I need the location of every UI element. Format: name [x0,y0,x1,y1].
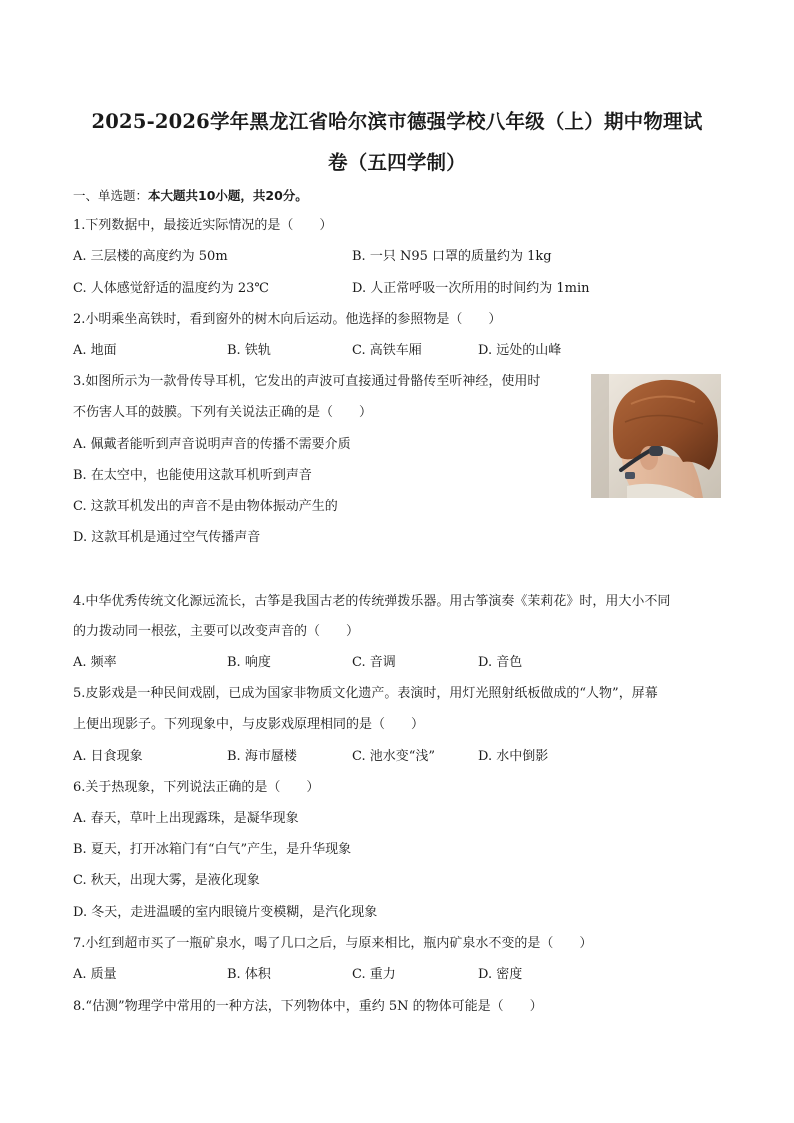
question-4-option-a: A. 频率 [73,655,117,670]
question-7-option-b: B. 体积 [227,967,271,982]
question-1-option-c: C. 人体感觉舒适的温度约为 23℃ [73,281,269,296]
question-2-option-c: C. 高铁车厢 [352,343,422,358]
question-7-option-d: D. 密度 [478,967,523,982]
section-prefix: 一、单选题： [73,188,149,203]
question-4-option-d: D. 音色 [478,655,523,670]
bone-conduction-headphone-photo [591,374,721,498]
question-3-stem-line-2: 不伤害人耳的鼓膜。下列有关说法正确的是（ ） [73,405,373,420]
question-6-option-c: C. 秋天，出现大雾，是液化现象 [73,873,260,888]
question-3-option-b: B. 在太空中，也能使用这款耳机听到声音 [73,468,312,483]
question-8-stem: 8.“估测”物理学中常用的一种方法，下列物体中，重约 5N 的物体可能是（ ） [73,999,543,1014]
question-1-option-d: D. 人正常呼吸一次所用的时间约为 1min [352,281,590,296]
question-1-option-a: A. 三层楼的高度约为 50m [73,249,228,264]
question-4-stem-line-2: 的力拨动同一根弦，主要可以改变声音的（ ） [73,624,360,639]
question-4-option-c: C. 音调 [352,655,396,670]
question-7-option-a: A. 质量 [73,967,117,982]
question-3-stem-line-1: 3.如图所示为一款骨传导耳机，它发出的声波可直接通过骨骼传至听神经，使用时 [73,374,541,389]
question-6-option-b: B. 夏天，打开冰箱门有“白气”产生，是升华现象 [73,842,352,857]
question-5-option-a: A. 日食现象 [73,749,143,764]
question-5-option-c: C. 池水变“浅” [352,749,436,764]
question-3-option-c: C. 这款耳机发出的声音不是由物体振动产生的 [73,499,338,514]
exam-title-line-1: 2025-2026学年黑龙江省哈尔滨市德强学校八年级（上）期中物理试 [91,110,703,133]
question-6-stem: 6.关于热现象，下列说法正确的是（ ） [73,780,320,795]
question-6-option-d: D. 冬天，走进温暖的室内眼镜片变模糊，是汽化现象 [73,905,378,920]
question-1-option-b: B. 一只 N95 口罩的质量约为 1kg [352,249,552,264]
question-3-option-a: A. 佩戴者能听到声音说明声音的传播不需要介质 [73,437,351,452]
section-description: 本大题共10小题，共20分。 [148,188,308,203]
question-7-stem: 7.小红到超市买了一瓶矿泉水，喝了几口之后，与原来相比，瓶内矿泉水不变的是（ ） [73,936,593,951]
question-2-option-b: B. 铁轨 [227,343,271,358]
question-7-option-c: C. 重力 [352,967,396,982]
question-5-stem-line-1: 5.皮影戏是一种民间戏剧，已成为国家非物质文化遗产。表演时，用灯光照射纸板做成的“人物”，屏幕 [73,686,658,701]
question-4-option-b: B. 响度 [227,655,271,670]
question-4-stem-line-1: 4.中华优秀传统文化源远流长，古筝是我国古老的传统弹拨乐器。用古筝演奏《茉莉花》时，用大小不同 [73,594,671,609]
question-6-option-a: A. 春天，草叶上出现露珠，是凝华现象 [73,811,299,826]
section-heading [73,187,308,205]
question-2-stem: 2.小明乘坐高铁时，看到窗外的树木向后运动。他选择的参照物是（ ） [73,312,502,327]
exam-title-line-2: 卷（五四学制） [328,151,466,174]
question-5-option-b: B. 海市蜃楼 [227,749,297,764]
question-1-stem: 1.下列数据中，最接近实际情况的是（ ） [73,218,333,233]
question-3-option-d: D. 这款耳机是通过空气传播声音 [73,530,261,545]
question-5-stem-line-2: 上便出现影子。下列现象中，与皮影戏原理相同的是（ ） [73,717,425,732]
question-2-option-d: D. 远处的山峰 [478,343,562,358]
question-2-option-a: A. 地面 [73,343,117,358]
question-5-option-d: D. 水中倒影 [478,749,549,764]
